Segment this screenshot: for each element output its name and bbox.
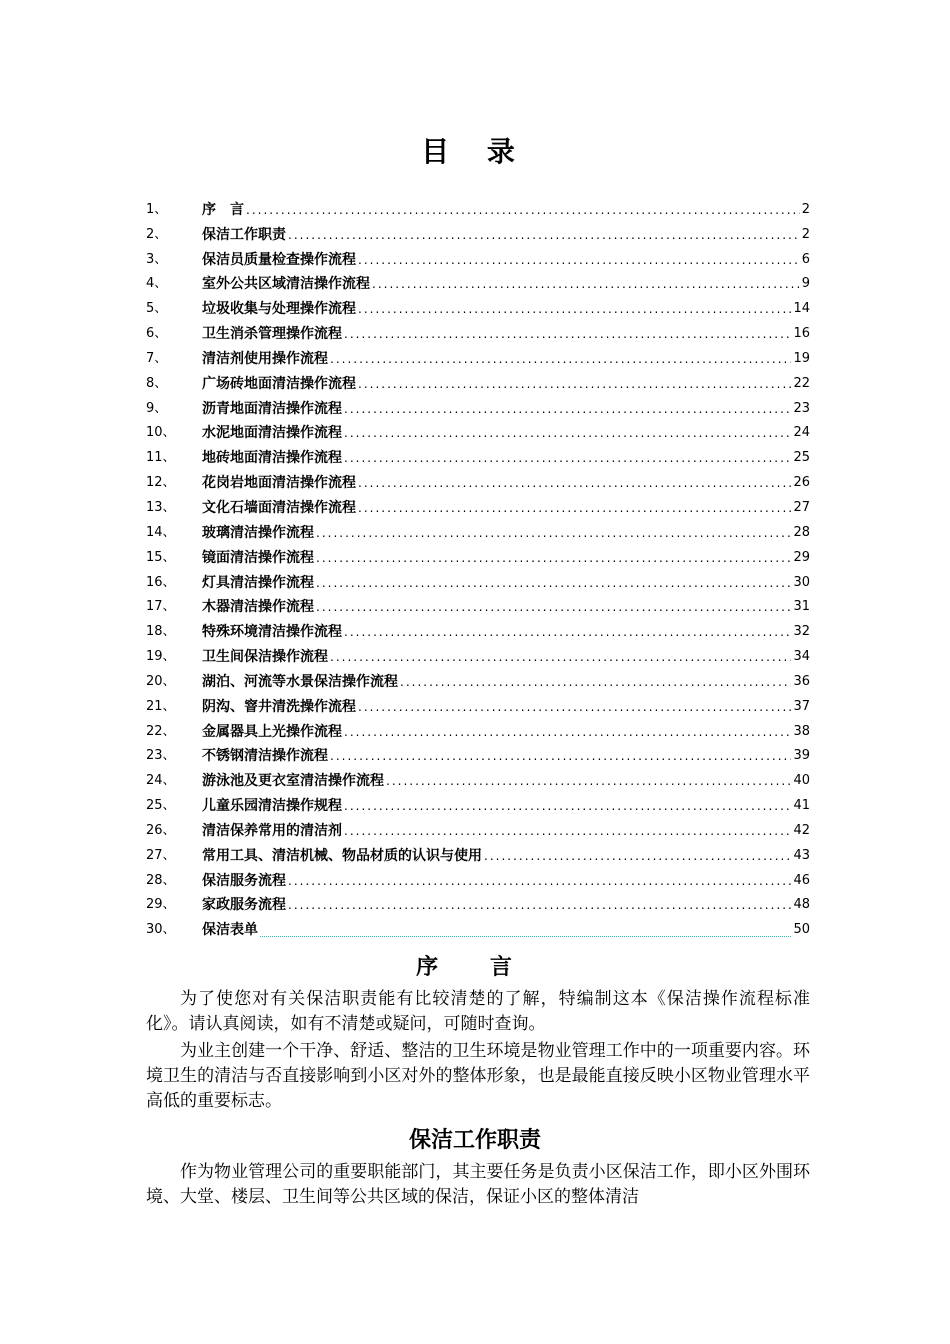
toc-leader-dots xyxy=(344,723,791,741)
toc-leader-dots xyxy=(344,623,791,641)
toc-leader-dots xyxy=(358,499,791,517)
toc-entry-page-number: 16 xyxy=(793,326,810,342)
toc-leader-dots xyxy=(344,797,791,815)
toc-entry-page-number: 23 xyxy=(793,400,810,416)
toc-entry-number: 14、 xyxy=(146,524,176,540)
toc-leader-dots xyxy=(344,822,791,840)
toc-leader-dots xyxy=(344,424,791,442)
toc-entry-number: 1、 xyxy=(146,201,168,217)
toc-entry-page-number: 37 xyxy=(793,698,810,714)
intro-paragraph-1: 为了使您对有关保洁职责能有比较清楚的了解，特编制这本《保洁操作流程标准化》。请认真阅读，如有不清楚或疑问，可随时查询。 xyxy=(146,989,810,1034)
toc-entry[interactable] xyxy=(146,343,810,368)
toc-entry-label: 卫生间保洁操作流程 xyxy=(202,649,328,666)
toc-entry-label: 广场砖地面清洁操作流程 xyxy=(202,375,356,392)
toc-leader-dots xyxy=(316,598,791,616)
toc-entry-number: 15、 xyxy=(146,549,176,565)
toc-entry-number: 17、 xyxy=(146,599,176,615)
toc-entry-label: 特殊环境清洁操作流程 xyxy=(202,624,342,641)
toc-entry[interactable] xyxy=(146,567,810,592)
toc-entry-label: 清洁剂使用操作流程 xyxy=(202,350,328,367)
intro-heading: 序 言 xyxy=(416,955,534,980)
toc-entry-label: 家政服务流程 xyxy=(202,897,286,914)
toc-entry-number: 24、 xyxy=(146,773,176,789)
toc-entry-label: 保洁表单 xyxy=(202,922,258,939)
toc-entry[interactable] xyxy=(146,691,810,716)
toc-entry-label: 沥青地面清洁操作流程 xyxy=(202,400,342,417)
toc-entry-number: 11、 xyxy=(146,450,176,466)
toc-leader-dots xyxy=(386,772,791,790)
toc-entry-page-number: 42 xyxy=(793,822,810,838)
toc-entry[interactable] xyxy=(146,393,810,418)
toc-entry-label: 金属器具上光操作流程 xyxy=(202,723,342,740)
toc-leader-dots xyxy=(344,400,791,418)
toc-entry[interactable] xyxy=(146,616,810,641)
toc-entry-number: 25、 xyxy=(146,798,176,814)
toc-entry-page-number: 34 xyxy=(793,649,810,665)
toc-entry[interactable] xyxy=(146,666,810,691)
toc-entry-page-number: 40 xyxy=(793,773,810,789)
toc-entry[interactable] xyxy=(146,219,810,244)
toc-entry-number: 13、 xyxy=(146,499,176,515)
toc-entry-label: 保洁员质量检查操作流程 xyxy=(202,251,356,268)
toc-entry[interactable] xyxy=(146,815,810,840)
toc-entry-number: 27、 xyxy=(146,847,176,863)
toc-entry-label: 序 言 xyxy=(202,201,244,218)
toc-entry-number: 7、 xyxy=(146,350,168,366)
toc-entry-page-number: 31 xyxy=(793,599,810,615)
toc-entry[interactable] xyxy=(146,244,810,269)
toc-entry-label: 游泳池及更衣室清洁操作流程 xyxy=(202,773,384,790)
toc-entry-page-number: 25 xyxy=(793,450,810,466)
toc-entry-number: 29、 xyxy=(146,897,176,913)
toc-entry[interactable] xyxy=(146,492,810,517)
toc-entry-label: 花岗岩地面清洁操作流程 xyxy=(202,475,356,492)
toc-leader-dots xyxy=(344,449,791,467)
toc-entry-page-number: 48 xyxy=(793,897,810,913)
toc-leader-dots xyxy=(330,350,791,368)
toc-leader-dots xyxy=(344,325,791,343)
toc-entry-label: 灯具清洁操作流程 xyxy=(202,574,314,591)
toc-entry-page-number: 26 xyxy=(793,475,810,491)
toc-leader-dots xyxy=(246,201,800,219)
toc-leader-dots xyxy=(358,251,800,269)
toc-entry[interactable] xyxy=(146,840,810,865)
toc-entry-page-number: 24 xyxy=(793,425,810,441)
toc-entry[interactable] xyxy=(146,890,810,915)
toc-entry[interactable] xyxy=(146,741,810,766)
toc-entry-number: 19、 xyxy=(146,649,176,665)
toc-entry-label: 保洁工作职责 xyxy=(202,226,286,243)
toc-leader-dots xyxy=(288,872,791,890)
toc-leader-dots xyxy=(288,896,791,914)
toc-entry-page-number: 39 xyxy=(793,748,810,764)
toc-entry[interactable] xyxy=(146,517,810,542)
toc-leader-dots xyxy=(316,549,791,567)
toc-entry-label: 文化石墙面清洁操作流程 xyxy=(202,499,356,516)
toc-entry[interactable] xyxy=(146,592,810,617)
toc-entry-number: 21、 xyxy=(146,698,176,714)
toc-leader-dots xyxy=(358,474,791,492)
toc-entry-number: 30、 xyxy=(146,922,176,938)
toc-entry-number: 8、 xyxy=(146,375,168,391)
intro-paragraph-2: 为业主创建一个干净、舒适、整洁的卫生环境是物业管理工作中的一项重要内容。环境卫生的清洁与否直接影响到小区对外的整体形象，也是最能直接反映小区物业管理水平高低的重要标志。 xyxy=(146,1041,810,1111)
toc-entry-page-number: 9 xyxy=(801,276,810,292)
toc-entry-page-number: 28 xyxy=(793,524,810,540)
toc-entry-label: 卫生消杀管理操作流程 xyxy=(202,326,342,343)
toc-leader-dots xyxy=(358,375,791,393)
toc-entry-label: 常用工具、清洁机械、物品材质的认识与使用 xyxy=(202,847,482,864)
toc-entry[interactable] xyxy=(146,716,810,741)
toc-entry-number: 28、 xyxy=(146,872,176,888)
toc-entry-number: 5、 xyxy=(146,301,168,317)
toc-entry-number: 4、 xyxy=(146,276,168,292)
duties-paragraph-1: 作为物业管理公司的重要职能部门，其主要任务是负责小区保洁工作，即小区外围环境、大堂、楼层、卫生间等公共区域的保洁，保证小区的整体清洁 xyxy=(146,1162,810,1207)
toc-entry-number: 26、 xyxy=(146,822,176,838)
toc-entry-label: 保洁服务流程 xyxy=(202,872,286,889)
toc-entry-page-number: 30 xyxy=(793,574,810,590)
toc-entry[interactable] xyxy=(146,790,810,815)
toc-entry-label: 不锈钢清洁操作流程 xyxy=(202,748,328,765)
toc-leader-dots xyxy=(316,524,791,542)
toc-entry-label: 室外公共区域清洁操作流程 xyxy=(202,276,370,293)
toc-entry-label: 地砖地面清洁操作流程 xyxy=(202,450,342,467)
toc-entry-label: 水泥地面清洁操作流程 xyxy=(202,425,342,442)
toc-entry-page-number: 14 xyxy=(793,301,810,317)
toc-entry[interactable] xyxy=(146,467,810,492)
toc-entry-number: 16、 xyxy=(146,574,176,590)
toc-entry-number: 23、 xyxy=(146,748,176,764)
toc-entry-number: 2、 xyxy=(146,226,168,242)
toc-entry[interactable] xyxy=(146,368,810,393)
toc-entry-number: 18、 xyxy=(146,624,176,640)
toc-entry-label: 垃圾收集与处理操作流程 xyxy=(202,301,356,318)
toc-leader-dots xyxy=(260,923,791,937)
toc-entry-page-number: 22 xyxy=(793,375,810,391)
toc-entry-page-number: 36 xyxy=(793,673,810,689)
toc-entry-page-number: 2 xyxy=(801,201,810,217)
duties-heading: 保洁工作职责 xyxy=(408,1128,541,1153)
toc-leader-dots xyxy=(316,574,791,592)
toc-entry-page-number: 6 xyxy=(801,251,810,267)
toc-entry-page-number: 32 xyxy=(793,624,810,640)
toc-entry[interactable] xyxy=(146,641,810,666)
toc-entry-label: 清洁保养常用的清洁剂 xyxy=(202,822,342,839)
toc-entry[interactable] xyxy=(146,318,810,343)
toc-entry-number: 9、 xyxy=(146,400,168,416)
toc-entry-label: 木器清洁操作流程 xyxy=(202,599,314,616)
toc-entry-page-number: 46 xyxy=(793,872,810,888)
toc-entry-page-number: 38 xyxy=(793,723,810,739)
toc-entry-page-number: 50 xyxy=(793,922,810,938)
toc-leader-dots xyxy=(330,648,791,666)
toc-entry-number: 12、 xyxy=(146,475,176,491)
toc-entry-page-number: 41 xyxy=(793,798,810,814)
toc-entry-number: 22、 xyxy=(146,723,176,739)
toc-entry-page-number: 19 xyxy=(793,350,810,366)
toc-entry-page-number: 27 xyxy=(793,499,810,515)
toc-entry-label: 儿童乐园清洁操作规程 xyxy=(202,798,342,815)
toc-entry[interactable] xyxy=(146,269,810,294)
toc-entry-page-number: 2 xyxy=(801,226,810,242)
toc-entry-number: 10、 xyxy=(146,425,176,441)
toc-entry[interactable] xyxy=(146,914,810,939)
toc-entry[interactable] xyxy=(146,442,810,467)
toc-entry[interactable] xyxy=(146,418,810,443)
toc-entry[interactable] xyxy=(146,293,810,318)
toc-entry-label: 湖泊、河流等水景保洁操作流程 xyxy=(202,673,398,690)
toc-leader-dots xyxy=(400,673,791,691)
toc-entry[interactable] xyxy=(146,865,810,890)
toc-leader-dots xyxy=(288,226,800,244)
toc-leader-dots xyxy=(358,300,791,318)
toc-entry-label: 阴沟、窨井清洗操作流程 xyxy=(202,698,356,715)
toc-leader-dots xyxy=(484,847,791,865)
toc-title: 目 录 xyxy=(421,135,529,168)
toc-entry[interactable] xyxy=(146,194,810,219)
toc-entry[interactable] xyxy=(146,542,810,567)
toc-entry[interactable] xyxy=(146,765,810,790)
toc-entry-page-number: 43 xyxy=(793,847,810,863)
toc-entry-number: 3、 xyxy=(146,251,168,267)
table-of-contents xyxy=(146,194,810,939)
toc-leader-dots xyxy=(358,698,791,716)
toc-entry-page-number: 29 xyxy=(793,549,810,565)
toc-leader-dots xyxy=(372,275,800,293)
toc-leader-dots xyxy=(330,747,791,765)
toc-entry-number: 20、 xyxy=(146,673,176,689)
toc-entry-label: 玻璃清洁操作流程 xyxy=(202,524,314,541)
toc-entry-number: 6、 xyxy=(146,326,168,342)
toc-entry-label: 镜面清洁操作流程 xyxy=(202,549,314,566)
